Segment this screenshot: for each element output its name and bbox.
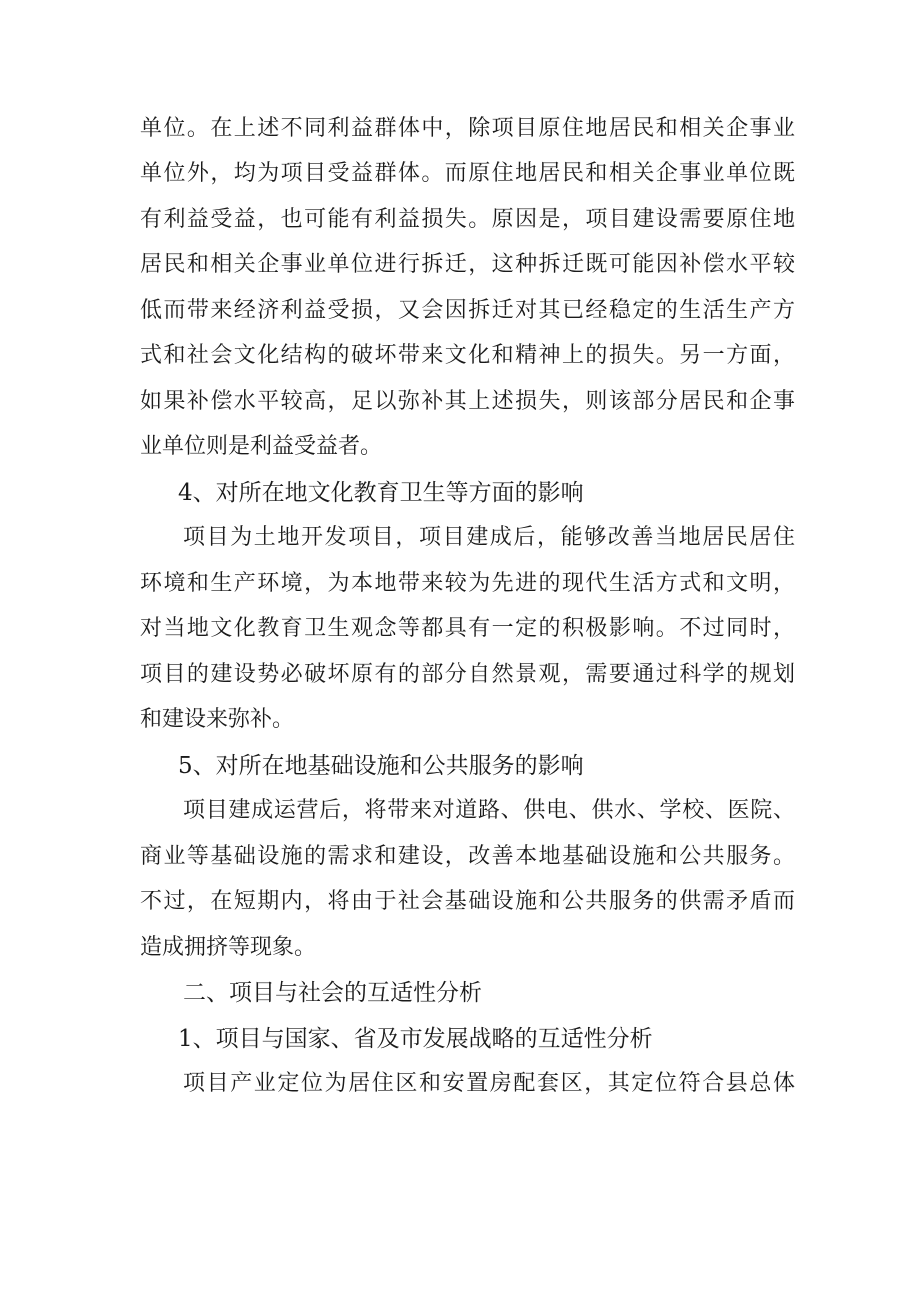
section-heading: 4、对所在地文化教育卫生等方面的影响	[178, 480, 584, 506]
paragraph-line: 不过，在短期内，将由于社会基础设施和公共服务的供需矛盾而	[140, 889, 795, 914]
paragraph-line: 商业等基础设施的需求和建设，改善本地基础设施和公共服务。	[140, 844, 795, 869]
paragraph-line: 单位。在上述不同利益群体中，除项目原住地居民和相关企事业	[140, 116, 795, 141]
section-heading: 5、对所在地基础设施和公共服务的影响	[178, 753, 584, 779]
paragraph-line: 如果补偿水平较高，足以弥补其上述损失，则该部分居民和企事	[140, 389, 795, 414]
paragraph-line: 式和社会文化结构的破坏带来文化和精神上的损失。另一方面，	[140, 343, 795, 368]
paragraph-line: 项目为土地开发项目，项目建成后，能够改善当地居民居住	[183, 525, 795, 550]
paragraph-line: 项目产业定位为居住区和安置房配套区，其定位符合县总体	[183, 1071, 795, 1096]
paragraph-line: 项目建成运营后，将带来对道路、供电、供水、学校、医院、	[183, 798, 795, 823]
paragraph-line: 低而带来经济利益受损，又会因拆迁对其已经稳定的生活生产方	[140, 298, 795, 323]
paragraph-line: 环境和生产环境，为本地带来较为先进的现代生活方式和文明，	[140, 571, 795, 596]
paragraph-line: 造成拥挤等现象。	[140, 935, 317, 960]
section-heading: 二、项目与社会的互适性分析	[183, 980, 482, 1006]
paragraph-line: 单位外，均为项目受益群体。而原住地居民和相关企事业单位既	[140, 161, 795, 186]
section-heading: 1、项目与国家、省及市发展战略的互适性分析	[178, 1026, 653, 1052]
paragraph-line: 有利益受益，也可能有利益损失。原因是，项目建设需要原住地	[140, 207, 795, 232]
paragraph-line: 项目的建设势必破坏原有的部分自然景观，需要通过科学的规划	[140, 662, 795, 687]
paragraph-line: 对当地文化教育卫生观念等都具有一定的积极影响。不过同时，	[140, 616, 795, 641]
paragraph-line: 居民和相关企事业单位进行拆迁，这种拆迁既可能因补偿水平较	[140, 252, 795, 277]
paragraph-line: 和建设来弥补。	[140, 707, 295, 732]
paragraph-line: 业单位则是利益受益者。	[140, 434, 383, 459]
